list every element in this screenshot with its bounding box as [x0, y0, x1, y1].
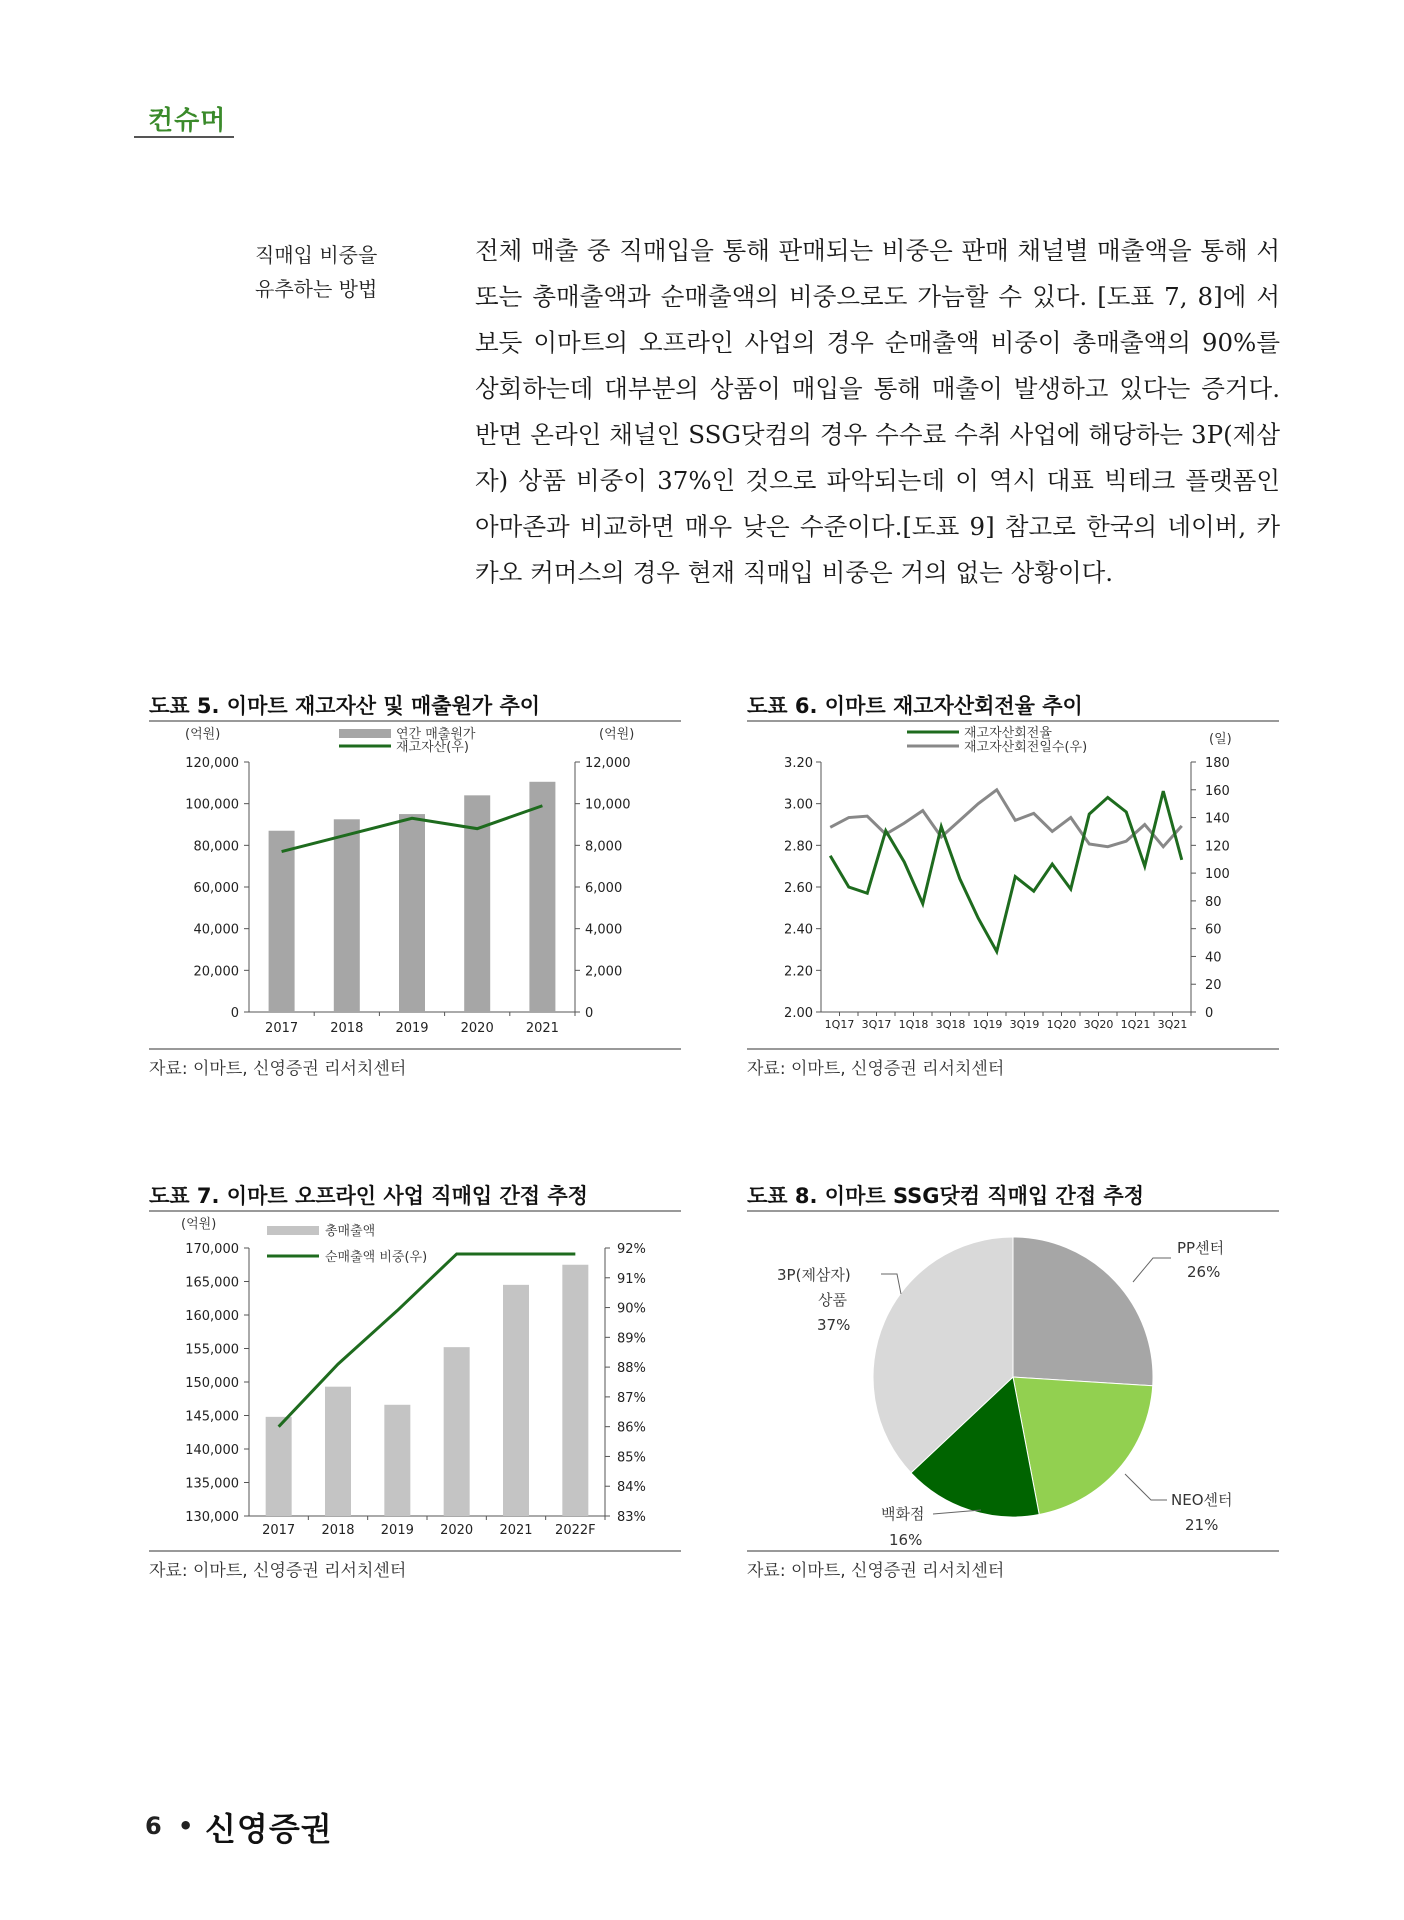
page-number: 6	[145, 1812, 162, 1840]
left-axis-unit: (억원)	[181, 1217, 217, 1232]
series-line	[279, 1254, 576, 1427]
section-divider	[134, 136, 234, 138]
bar	[503, 1285, 529, 1516]
y-tick-label: 100	[1205, 867, 1230, 883]
y-tick-label: 12,000	[585, 756, 631, 771]
y-tick-label: 20,000	[193, 964, 239, 980]
y-tick-label: 2.40	[784, 922, 813, 938]
y-tick-label: 145,000	[185, 1409, 239, 1425]
y-tick-label: 60	[1205, 922, 1222, 938]
leader-line	[1133, 1258, 1171, 1282]
y-tick-label: 120,000	[185, 756, 239, 771]
x-tick-label: 3Q17	[861, 1018, 892, 1031]
y-tick-label: 160,000	[185, 1309, 239, 1324]
y-tick-label: 20	[1205, 978, 1222, 994]
x-tick-label: 2021	[525, 1021, 559, 1036]
figure-rule	[747, 1550, 1279, 1552]
legend-label: 연간 매출원가	[396, 727, 476, 742]
y-tick-label: 40,000	[193, 922, 239, 938]
leader-line	[933, 1510, 981, 1514]
x-tick-label: 1Q19	[972, 1018, 1003, 1031]
series-line-turnover	[830, 791, 1182, 951]
slice-pct: 37%	[817, 1316, 851, 1334]
side-label-line: 유추하는 방법	[255, 277, 378, 301]
y-tick-label: 150,000	[185, 1376, 239, 1391]
y-tick-label: 89%	[617, 1331, 646, 1347]
y-tick-label: 130,000	[185, 1510, 239, 1525]
x-tick-label: 3Q18	[935, 1018, 966, 1031]
y-tick-label: 155,000	[185, 1342, 239, 1358]
y-tick-label: 170,000	[185, 1242, 239, 1257]
chart-fig7	[149, 1212, 681, 1546]
slice-label: 상품	[818, 1291, 847, 1309]
y-tick-label: 2.60	[784, 881, 813, 896]
bar	[399, 814, 425, 1012]
side-label-line: 직매입 비중을	[255, 243, 378, 267]
figure-rule	[149, 1048, 681, 1050]
figure-source: 자료: 이마트, 신영증권 리서치센터	[149, 1059, 407, 1079]
legend-label: 총매출액	[325, 1224, 376, 1239]
body-paragraph: 전체 매출 중 직매입을 통해 판매되는 비중은 판매 채널별 매출액을 통해 서 또는 총매출액과 순매출액의 비중으로도 가늠할 수 있다. [도표 7, 8]에 서 보듯 이마트의 오프라인 사업의 경우 순매출액 비중이 총매출액의 90%를 상회하는데 대부분의 상품이 매입을 통해 매출이 발생하고 있다는 증거다. 반면 온라인 채널인 SSG닷컴의 경우 수수료 수취 사업에 해당하는 3P(제삼자) 상품 비중이 37%인 것으로 파악되는데 이 역시 대표 빅테크 플랫폼인 아마존과 비교하면 매우 낮은 수준이다.[도표 9] 참고로 한국의 네이버, 카카오 커머스의 경우 현재 직매입 비중은 거의 없는 상황이다.	[475, 236, 1280, 587]
y-tick-label: 140,000	[185, 1443, 239, 1458]
side-label	[255, 238, 425, 306]
legend-label: 재고자산회전일수(우)	[964, 740, 1088, 755]
y-tick-label: 0	[585, 1006, 594, 1021]
figure-title: 도표 7. 이마트 오프라인 사업 직매입 간접 추정	[149, 1184, 588, 1208]
x-tick-label: 2022F	[555, 1523, 596, 1538]
slice-label: 3P(제삼자)	[777, 1266, 851, 1284]
bar	[529, 782, 555, 1012]
y-tick-label: 85%	[617, 1450, 646, 1466]
bar	[562, 1265, 588, 1516]
footer-bullet: •	[178, 1812, 194, 1840]
y-tick-label: 90%	[617, 1301, 646, 1317]
body-paragraph-block	[475, 228, 1280, 596]
y-tick-label: 84%	[617, 1480, 646, 1496]
legend-swatch-bar	[339, 729, 391, 738]
y-tick-label: 80	[1205, 894, 1222, 910]
legend-swatch-bar	[267, 1226, 319, 1235]
y-tick-label: 3.00	[784, 797, 813, 813]
y-tick-label: 120	[1205, 839, 1230, 855]
bar	[384, 1405, 410, 1516]
slice-pct: 16%	[889, 1531, 923, 1546]
bar	[444, 1347, 470, 1516]
slice-label: 백화점	[881, 1505, 925, 1523]
x-tick-label: 3Q19	[1009, 1018, 1040, 1031]
figure-6	[747, 690, 1279, 1079]
section-tag: 컨슈머	[148, 106, 227, 136]
y-tick-label: 92%	[617, 1242, 646, 1257]
figure-source: 자료: 이마트, 신영증권 리서치센터	[149, 1561, 407, 1581]
y-tick-label: 3.20	[784, 756, 813, 771]
bar	[334, 819, 360, 1012]
y-tick-label: 0	[230, 1006, 239, 1021]
figure-7	[149, 1180, 681, 1581]
y-tick-label: 91%	[617, 1271, 646, 1287]
leader-line	[881, 1274, 901, 1294]
x-tick-label: 3Q20	[1083, 1018, 1114, 1031]
figure-source: 자료: 이마트, 신영증권 리서치센터	[747, 1561, 1005, 1581]
x-tick-label: 2017	[262, 1523, 296, 1538]
x-tick-label: 2021	[499, 1523, 533, 1538]
figure-source: 자료: 이마트, 신영증권 리서치센터	[747, 1059, 1005, 1079]
chart-fig8	[747, 1212, 1279, 1546]
x-tick-label: 2019	[380, 1523, 414, 1538]
bar	[325, 1387, 351, 1516]
y-tick-label: 0	[1205, 1006, 1214, 1021]
figure-8	[747, 1180, 1279, 1581]
figure-rule	[149, 1550, 681, 1552]
y-tick-label: 100,000	[185, 797, 239, 813]
x-tick-label: 2018	[321, 1523, 355, 1538]
y-tick-label: 60,000	[193, 881, 239, 896]
y-tick-label: 180	[1205, 756, 1230, 771]
figure-5	[149, 690, 681, 1079]
slice-label: NEO센터	[1171, 1491, 1233, 1509]
y-tick-label: 165,000	[185, 1275, 239, 1291]
y-tick-label: 80,000	[193, 839, 239, 855]
y-tick-label: 2.20	[784, 964, 813, 980]
y-tick-label: 140	[1205, 811, 1230, 827]
slice-label: PP센터	[1177, 1239, 1225, 1257]
leader-line	[1125, 1474, 1167, 1500]
y-tick-label: 83%	[617, 1510, 646, 1525]
bar	[269, 831, 295, 1012]
x-tick-label: 2017	[265, 1021, 299, 1036]
figure-title: 도표 8. 이마트 SSG닷컴 직매입 간접 추정	[747, 1184, 1145, 1208]
x-tick-label: 1Q20	[1046, 1018, 1077, 1031]
y-tick-label: 6,000	[585, 881, 623, 896]
chart-fig5	[149, 722, 681, 1044]
y-tick-label: 4,000	[585, 922, 623, 938]
y-tick-label: 86%	[617, 1420, 646, 1436]
x-tick-label: 2020	[440, 1523, 474, 1538]
y-tick-label: 160	[1205, 783, 1230, 799]
pie-slice	[1013, 1237, 1153, 1386]
y-tick-label: 10,000	[585, 797, 631, 813]
y-tick-label: 87%	[617, 1390, 646, 1406]
y-tick-label: 88%	[617, 1361, 646, 1377]
x-tick-label: 1Q21	[1120, 1018, 1151, 1031]
figure-rule	[747, 1048, 1279, 1050]
y-tick-label: 135,000	[185, 1476, 239, 1492]
y-tick-label: 8,000	[585, 839, 623, 855]
x-tick-label: 2018	[330, 1021, 364, 1036]
x-tick-label: 1Q18	[898, 1018, 929, 1031]
slice-pct: 21%	[1185, 1516, 1219, 1534]
x-tick-label: 2019	[395, 1021, 429, 1036]
right-axis-unit: (일)	[1209, 732, 1232, 747]
brand-logo-text: 신영증권	[205, 1810, 333, 1848]
slice-pct: 26%	[1187, 1263, 1221, 1281]
legend-label: 재고자산(우)	[396, 740, 469, 755]
figure-title: 도표 6. 이마트 재고자산회전율 추이	[747, 694, 1083, 718]
y-tick-label: 2,000	[585, 964, 623, 980]
x-tick-label: 3Q21	[1157, 1018, 1188, 1031]
right-axis-unit: (억원)	[599, 727, 635, 742]
y-tick-label: 2.00	[784, 1006, 813, 1021]
legend-label: 순매출액 비중(우)	[325, 1250, 428, 1265]
y-tick-label: 40	[1205, 950, 1222, 966]
left-axis-unit: (억원)	[185, 727, 221, 742]
figure-title: 도표 5. 이마트 재고자산 및 매출원가 추이	[149, 694, 541, 718]
chart-fig6	[747, 722, 1279, 1044]
x-tick-label: 2020	[460, 1021, 494, 1036]
legend-label: 재고자산회전율	[964, 726, 1052, 741]
x-tick-label: 1Q17	[824, 1018, 855, 1031]
bar	[266, 1417, 292, 1516]
y-tick-label: 2.80	[784, 839, 813, 855]
